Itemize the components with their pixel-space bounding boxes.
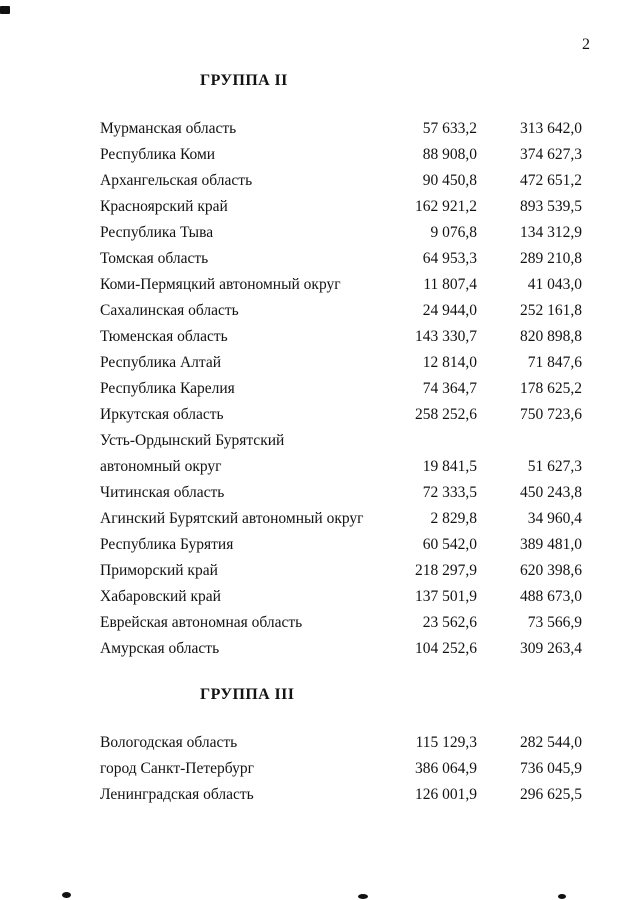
page-number: 2 bbox=[582, 36, 590, 53]
region-name: Амурская область bbox=[100, 640, 220, 657]
table-row bbox=[100, 458, 582, 484]
value-col1: 258 252,6 bbox=[415, 406, 477, 423]
value-col2: 389 481,0 bbox=[520, 536, 582, 553]
value-col2: 134 312,9 bbox=[520, 224, 582, 241]
region-name: Республика Алтай bbox=[100, 354, 222, 371]
scan-artifact bbox=[0, 6, 10, 14]
table-row bbox=[100, 224, 582, 250]
value-col1: 11 807,4 bbox=[423, 276, 477, 293]
value-col1: 115 129,3 bbox=[415, 734, 477, 751]
table-row bbox=[100, 406, 582, 432]
value-col1: 137 501,9 bbox=[415, 588, 477, 605]
value-col1: 143 330,7 bbox=[415, 328, 477, 345]
region-name: Тюменская область bbox=[100, 328, 228, 345]
table-row bbox=[100, 354, 582, 380]
scan-artifact bbox=[558, 894, 566, 899]
table-row bbox=[100, 786, 582, 812]
table-row bbox=[100, 198, 582, 224]
value-col1: 90 450,8 bbox=[422, 172, 477, 189]
value-col1: 162 921,2 bbox=[415, 198, 477, 215]
table-row bbox=[100, 276, 582, 302]
table-row bbox=[100, 250, 582, 276]
value-col2: 252 161,8 bbox=[520, 302, 582, 319]
region-name: Республика Бурятия bbox=[100, 536, 234, 553]
value-col1: 60 542,0 bbox=[422, 536, 477, 553]
value-col1: 88 908,0 bbox=[422, 146, 477, 163]
value-col1: 74 364,7 bbox=[422, 380, 477, 397]
value-col1: 57 633,2 bbox=[422, 120, 477, 137]
scan-artifact bbox=[358, 894, 368, 899]
region-name: Вологодская область bbox=[100, 734, 238, 751]
region-name: автономный округ bbox=[100, 458, 222, 475]
table-row bbox=[100, 146, 582, 172]
table-row bbox=[100, 734, 582, 760]
region-name: Хабаровский край bbox=[100, 588, 221, 605]
value-col2: 736 045,9 bbox=[520, 760, 582, 777]
value-col1: 19 841,5 bbox=[422, 458, 477, 475]
region-name: Коми-Пермяцкий автономный округ bbox=[100, 276, 341, 293]
value-col2: 296 625,5 bbox=[520, 786, 582, 803]
value-col1: 126 001,9 bbox=[415, 786, 477, 803]
table-row bbox=[100, 588, 582, 614]
table-row bbox=[100, 562, 582, 588]
region-name: Читинская область bbox=[100, 484, 225, 501]
region-name: Усть-Ордынский Бурятский bbox=[100, 432, 285, 449]
value-col2: 820 898,8 bbox=[520, 328, 582, 345]
table-row bbox=[100, 640, 582, 666]
region-name: Мурманская область bbox=[100, 120, 237, 137]
value-col1: 64 953,3 bbox=[422, 250, 477, 267]
region-name: Приморский край bbox=[100, 562, 218, 579]
value-col2: 450 243,8 bbox=[520, 484, 582, 501]
value-col1: 12 814,0 bbox=[422, 354, 477, 371]
value-col1: 24 944,0 bbox=[422, 302, 477, 319]
value-col2: 488 673,0 bbox=[520, 588, 582, 605]
value-col2: 374 627,3 bbox=[520, 146, 582, 163]
group-2-title: ГРУППА II bbox=[200, 72, 288, 89]
value-col1: 9 076,8 bbox=[430, 224, 477, 241]
group-3-table bbox=[100, 734, 582, 812]
value-col2: 309 263,4 bbox=[520, 640, 582, 657]
value-col2: 71 847,6 bbox=[527, 354, 582, 371]
table-row bbox=[100, 760, 582, 786]
value-col2: 313 642,0 bbox=[520, 120, 582, 137]
value-col2: 750 723,6 bbox=[520, 406, 582, 423]
value-col1: 72 333,5 bbox=[422, 484, 477, 501]
value-col2: 41 043,0 bbox=[527, 276, 582, 293]
value-col2: 178 625,2 bbox=[520, 380, 582, 397]
value-col2: 73 566,9 bbox=[527, 614, 582, 631]
region-name: Агинский Бурятский автономный округ bbox=[100, 510, 364, 527]
value-col2: 893 539,5 bbox=[520, 198, 582, 215]
value-col2: 282 544,0 bbox=[520, 734, 582, 751]
table-row bbox=[100, 380, 582, 406]
value-col2: 51 627,3 bbox=[527, 458, 582, 475]
value-col2: 34 960,4 bbox=[527, 510, 582, 527]
table-row bbox=[100, 432, 582, 458]
value-col1: 218 297,9 bbox=[415, 562, 477, 579]
region-name: Красноярский край bbox=[100, 198, 228, 215]
table-row bbox=[100, 120, 582, 146]
region-name: Томская область bbox=[100, 250, 209, 267]
value-col2: 472 651,2 bbox=[520, 172, 582, 189]
region-name: Республика Коми bbox=[100, 146, 216, 163]
region-name: Республика Карелия bbox=[100, 380, 235, 397]
value-col1: 2 829,8 bbox=[430, 510, 477, 527]
region-name: Иркутская область bbox=[100, 406, 224, 423]
group-3-title: ГРУППА III bbox=[200, 686, 295, 703]
region-name: город Санкт-Петербург bbox=[100, 760, 254, 777]
value-col2: 620 398,6 bbox=[520, 562, 582, 579]
value-col2: 289 210,8 bbox=[520, 250, 582, 267]
table-row bbox=[100, 536, 582, 562]
document-content bbox=[100, 72, 582, 828]
scan-artifact bbox=[62, 892, 71, 898]
table-row bbox=[100, 614, 582, 640]
region-name: Архангельская область bbox=[100, 172, 253, 189]
region-name: Ленинградская область bbox=[100, 786, 254, 803]
value-col1: 23 562,6 bbox=[422, 614, 477, 631]
region-name: Республика Тыва bbox=[100, 224, 214, 241]
value-col1: 386 064,9 bbox=[415, 760, 477, 777]
table-row bbox=[100, 172, 582, 198]
table-row bbox=[100, 510, 582, 536]
region-name: Сахалинская область bbox=[100, 302, 239, 319]
table-row bbox=[100, 484, 582, 510]
table-row bbox=[100, 302, 582, 328]
value-col1: 104 252,6 bbox=[415, 640, 477, 657]
table-row bbox=[100, 328, 582, 354]
region-name: Еврейская автономная область bbox=[100, 614, 303, 631]
group-2-table bbox=[100, 120, 582, 666]
